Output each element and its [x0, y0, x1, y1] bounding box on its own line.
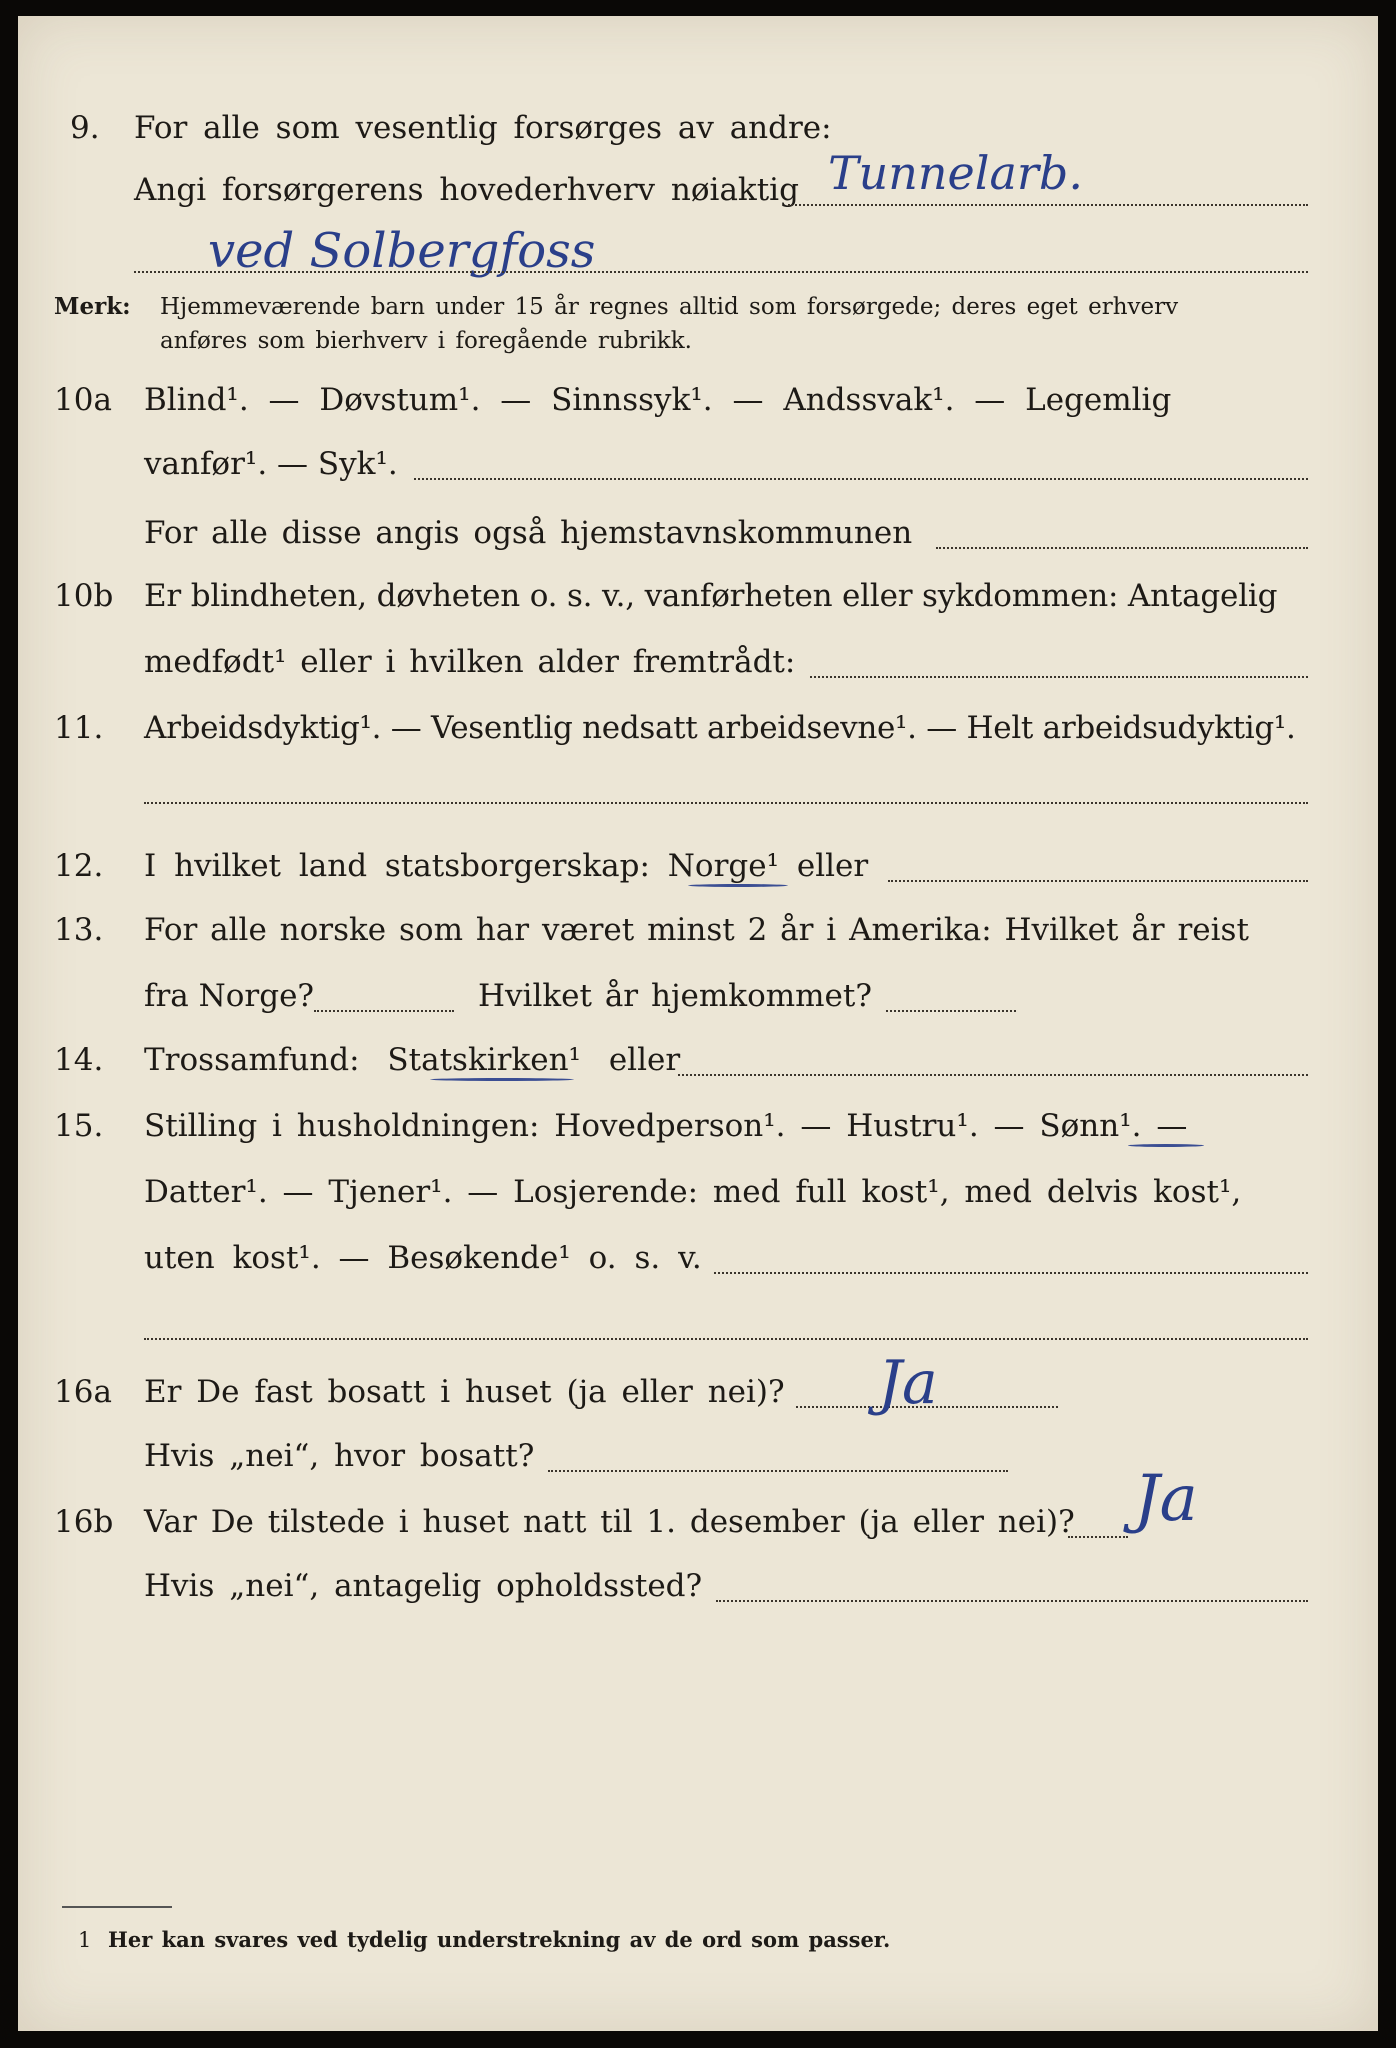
q14-answer-line — [678, 1074, 1308, 1076]
sonn-underline — [1128, 1144, 1204, 1147]
statskirken-underline — [430, 1078, 574, 1081]
q16b-answer-line — [1068, 1536, 1128, 1538]
q11-line1: Arbeidsdyktig¹. — Vesentlig nedsatt arbeidsevne¹. — Helt arbeidsudyktig¹. — [144, 710, 1296, 746]
q15-line1: Stilling i husholdningen: Hovedperson¹. — Hustru¹. — Sønn¹. — — [144, 1108, 1188, 1144]
q15-answer-line1 — [714, 1272, 1308, 1274]
q15-number: 15. — [54, 1108, 104, 1144]
q13-departure-line — [314, 1010, 454, 1012]
q10b-answer-line — [810, 676, 1308, 678]
footnote-rule — [62, 1906, 172, 1908]
q10b-number: 10b — [54, 578, 114, 614]
q10a-answer-line — [414, 478, 1308, 480]
norge-underline — [688, 884, 788, 887]
q16b-line2: Hvis „nei“, antagelig opholdssted? — [144, 1568, 703, 1604]
q11-answer-line — [144, 802, 1308, 804]
q13-line2a: fra Norge? — [144, 978, 315, 1014]
q13-return-line — [886, 1010, 1016, 1012]
q9-line2: Angi forsørgerens hovederhverv nøiaktig — [134, 172, 799, 208]
q16b-number: 16b — [54, 1504, 114, 1540]
q9-line1: For alle som vesentlig forsørges av andre: — [134, 110, 832, 146]
q10a-number: 10a — [54, 382, 112, 418]
q9-answer-line2 — [134, 271, 1308, 273]
census-form-page — [18, 16, 1378, 2031]
footnote-text: Her kan svares ved tydelig understrekning av de ord som passer. — [108, 1927, 891, 1952]
q16b-whereabouts-line — [716, 1600, 1308, 1602]
q16a-residence-line — [548, 1470, 1008, 1472]
q12-answer-line — [888, 880, 1308, 882]
q9-handwritten-answer-a: Tunnelarb. — [828, 146, 1083, 200]
q10a-home-municipality-line — [936, 547, 1308, 549]
q10a-line2: vanfør¹. — Syk¹. — [144, 446, 398, 482]
q13-line2b: Hvilket år hjemkommet? — [478, 978, 872, 1014]
q10a-line1: Blind¹. — Døvstum¹. — Sinnssyk¹. — Andssvak¹. — Legemlig — [144, 382, 1172, 418]
q10a-line3: For alle disse angis også hjemstavnskommunen — [144, 515, 913, 551]
q9-answer-line1 — [788, 204, 1308, 206]
q9-number: 9. — [70, 110, 100, 146]
footnote-mark: 1 — [78, 1928, 92, 1952]
q15-answer-line2 — [144, 1338, 1308, 1340]
q14-number: 14. — [54, 1042, 104, 1078]
q10b-line1: Er blindheten, døvheten o. s. v., vanførheten eller sykdommen: Antagelig — [144, 578, 1278, 614]
q9-handwritten-answer-b: ved Solbergfoss — [208, 223, 596, 279]
merk-label: Merk: — [54, 293, 131, 320]
q10b-line2: medfødt¹ eller i hvilken alder fremtrådt: — [144, 644, 796, 680]
q15-line2: Datter¹. — Tjener¹. — Losjerende: med full kost¹, med delvis kost¹, — [144, 1174, 1242, 1210]
q16a-line2: Hvis „nei“, hvor bosatt? — [144, 1438, 535, 1474]
q14-line1: Trossamfund: Statskirken¹ eller — [144, 1042, 681, 1078]
q16b-line1: Var De tilstede i huset natt til 1. desember (ja eller nei)? — [144, 1504, 1075, 1540]
merk-line1: Hjemmeværende barn under 15 år regnes alltid som forsørgede; deres eget erhverv — [160, 294, 1179, 320]
q11-number: 11. — [54, 710, 104, 746]
q16a-number: 16a — [54, 1374, 112, 1410]
q16b-handwritten-answer: Ja — [1134, 1462, 1198, 1536]
q13-line1: For alle norske som har været minst 2 år i Amerika: Hvilket år reist — [144, 912, 1249, 948]
q12-number: 12. — [54, 848, 104, 884]
merk-line2: anføres som bierhverv i foregående rubrikk. — [160, 328, 692, 354]
q12-line1: I hvilket land statsborgerskap: Norge¹ eller — [144, 848, 869, 884]
q13-number: 13. — [54, 912, 104, 948]
q16a-handwritten-answer: Ja — [878, 1348, 938, 1418]
q15-line3: uten kost¹. — Besøkende¹ o. s. v. — [144, 1240, 702, 1276]
q16a-line1: Er De fast bosatt i huset (ja eller nei)? — [144, 1374, 785, 1410]
